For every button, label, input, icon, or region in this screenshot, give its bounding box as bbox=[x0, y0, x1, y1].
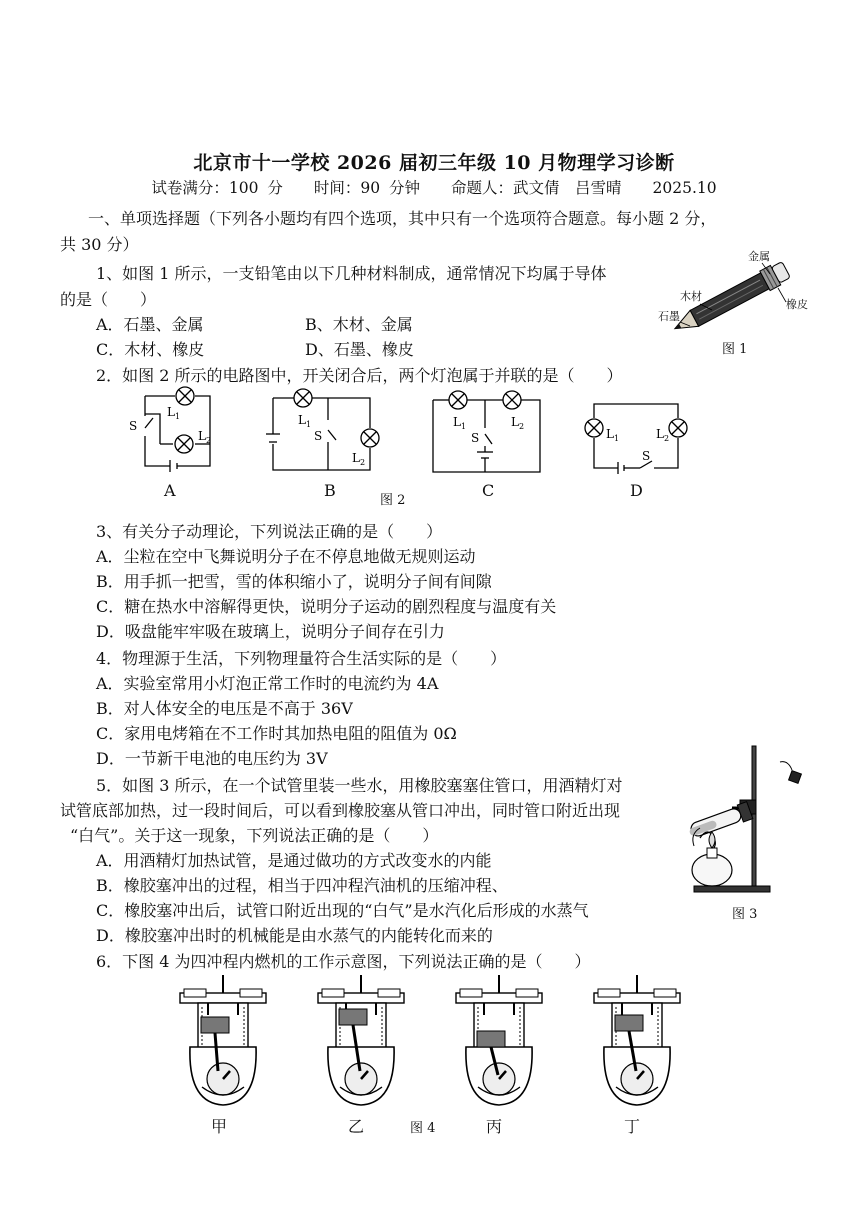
engine-label-ding: 丁 bbox=[624, 1117, 641, 1136]
fig1-label-metal: 金属 bbox=[748, 250, 770, 263]
q3-option-d: D．吸盘能牢牢吸在玻璃上，说明分子间存在引力 bbox=[96, 622, 445, 641]
q1-stem-cont: 的是（ ） bbox=[60, 290, 157, 309]
circuit-d-l2: L bbox=[656, 427, 664, 441]
circuit-c-s: S bbox=[471, 431, 480, 445]
q1-option-d: D、石墨、橡皮 bbox=[305, 340, 414, 359]
circuit-b bbox=[258, 384, 390, 476]
circuit-d bbox=[582, 398, 697, 478]
circuit-d-s: S bbox=[642, 449, 651, 463]
q3-option-a: A．尘粒在空中飞舞说明分子在不停息地做无规则运动 bbox=[96, 547, 476, 566]
q5-option-c: C．橡胶塞冲出后，试管口附近出现的“白气”是水汽化后形成的水蒸气 bbox=[96, 901, 589, 920]
circuit-a-l2: L bbox=[198, 429, 206, 443]
circuit-b-l1-sub: 1 bbox=[306, 420, 312, 429]
q4-option-d: D．一节新干电池的电压约为 3V bbox=[96, 749, 328, 768]
q5-stem-line3: “白气”。关于这一现象，下列说法正确的是（ ） bbox=[70, 826, 439, 845]
circuit-a-l2-sub: 2 bbox=[206, 436, 212, 445]
engine-label-yi: 乙 bbox=[348, 1117, 365, 1136]
q5-stem-line1: 5．如图 3 所示，在一个试管里装一些水，用橡胶塞塞住管口，用酒精灯对 bbox=[96, 776, 623, 795]
circuit-b-s: S bbox=[314, 429, 323, 443]
q1-option-c: C．木材、橡皮 bbox=[96, 340, 205, 359]
circuit-a-l1: L bbox=[167, 405, 175, 419]
circuit-a bbox=[115, 384, 225, 476]
circuit-c-l2: L bbox=[511, 415, 519, 429]
circuit-c-l1-sub: 1 bbox=[461, 422, 467, 431]
circuit-a-letter: A bbox=[164, 481, 176, 500]
q4-stem: 4．物理源于生活，下列物理量符合生活实际的是（ ） bbox=[96, 649, 507, 668]
q5-option-d: D．橡胶塞冲出时的机械能是由水蒸气的内能转化而来的 bbox=[96, 926, 493, 945]
exam-meta: 试卷满分：100 分 时间：90 分钟 命题人：武文倩 吕雪晴 2025.10 bbox=[151, 179, 717, 197]
circuit-c bbox=[425, 384, 550, 476]
engine-label-bing: 丙 bbox=[486, 1117, 503, 1136]
page-title: 北京市十一学校 2026 届初三年级 10 月物理学习诊断 bbox=[193, 152, 675, 174]
q2-stem: 2．如图 2 所示的电路图中，开关闭合后，两个灯泡属于并联的是（ ） bbox=[96, 366, 623, 385]
q5-option-a: A．用酒精灯加热试管，是通过做功的方式改变水的内能 bbox=[96, 851, 492, 870]
fig2-caption: 图 2 bbox=[380, 493, 406, 508]
circuit-d-l1-sub: 1 bbox=[614, 434, 620, 443]
fig1-caption: 图 1 bbox=[722, 342, 748, 357]
circuit-b-l2: L bbox=[352, 451, 360, 465]
q4-option-a: A．实验室常用小灯泡正常工作时的电流约为 4A bbox=[96, 674, 439, 693]
circuit-b-l2-sub: 2 bbox=[360, 458, 366, 467]
q6-stem: 6．下图 4 为四冲程内燃机的工作示意图，下列说法正确的是（ ） bbox=[96, 952, 591, 971]
q1-stem: 1、如图 1 所示，一支铅笔由以下几种材料制成，通常情况下均属于导体 bbox=[96, 264, 607, 283]
circuit-d-l1: L bbox=[606, 427, 614, 441]
circuit-b-letter: B bbox=[324, 481, 336, 500]
circuit-b-l1: L bbox=[298, 413, 306, 427]
q5-stem-line2: 试管底部加热，过一段时间后，可以看到橡胶塞从管口冲出，同时管口附近出现 bbox=[60, 801, 621, 820]
test-tube-apparatus-figure bbox=[680, 742, 815, 900]
q5-option-b: B．橡胶塞冲出的过程，相当于四冲程汽油机的压缩冲程、 bbox=[96, 876, 508, 895]
circuit-c-l2-sub: 2 bbox=[519, 422, 525, 431]
engine-strokes-figure bbox=[170, 975, 690, 1115]
q3-option-c: C．糖在热水中溶解得更快，说明分子运动的剧烈程度与温度有关 bbox=[96, 597, 557, 616]
q4-option-c: C．家用电烤箱在不工作时其加热电阻的阻值为 0Ω bbox=[96, 724, 457, 743]
circuit-c-letter: C bbox=[482, 481, 495, 500]
fig3-caption: 图 3 bbox=[732, 907, 758, 922]
circuit-c-l1: L bbox=[453, 415, 461, 429]
fig1-label-graphite: 石墨 bbox=[658, 310, 680, 323]
fig1-label-wood: 木材 bbox=[680, 290, 702, 303]
q4-option-b: B．对人体安全的电压是不高于 36V bbox=[96, 699, 353, 718]
section-heading: 一、单项选择题（下列各小题均有四个选项，其中只有一个选项符合题意。每小题 2 分， bbox=[88, 209, 717, 228]
q1-option-a: A．石墨、金属 bbox=[96, 315, 204, 334]
fig4-caption: 图 4 bbox=[410, 1121, 436, 1136]
circuit-d-l2-sub: 2 bbox=[664, 434, 670, 443]
circuit-d-letter: D bbox=[630, 481, 643, 500]
fig1-label-eraser: 橡皮 bbox=[786, 298, 808, 311]
engine-label-jia: 甲 bbox=[211, 1117, 228, 1136]
section-heading-cont: 共 30 分） bbox=[60, 235, 139, 254]
circuit-a-l1-sub: 1 bbox=[175, 412, 181, 421]
q3-stem: 3、有关分子动理论，下列说法正确的是（ ） bbox=[96, 522, 443, 541]
q1-option-b: B、木材、金属 bbox=[305, 315, 413, 334]
circuit-a-s: S bbox=[129, 419, 138, 433]
q3-option-b: B．用手抓一把雪，雪的体积缩小了，说明分子间有间隙 bbox=[96, 572, 492, 591]
